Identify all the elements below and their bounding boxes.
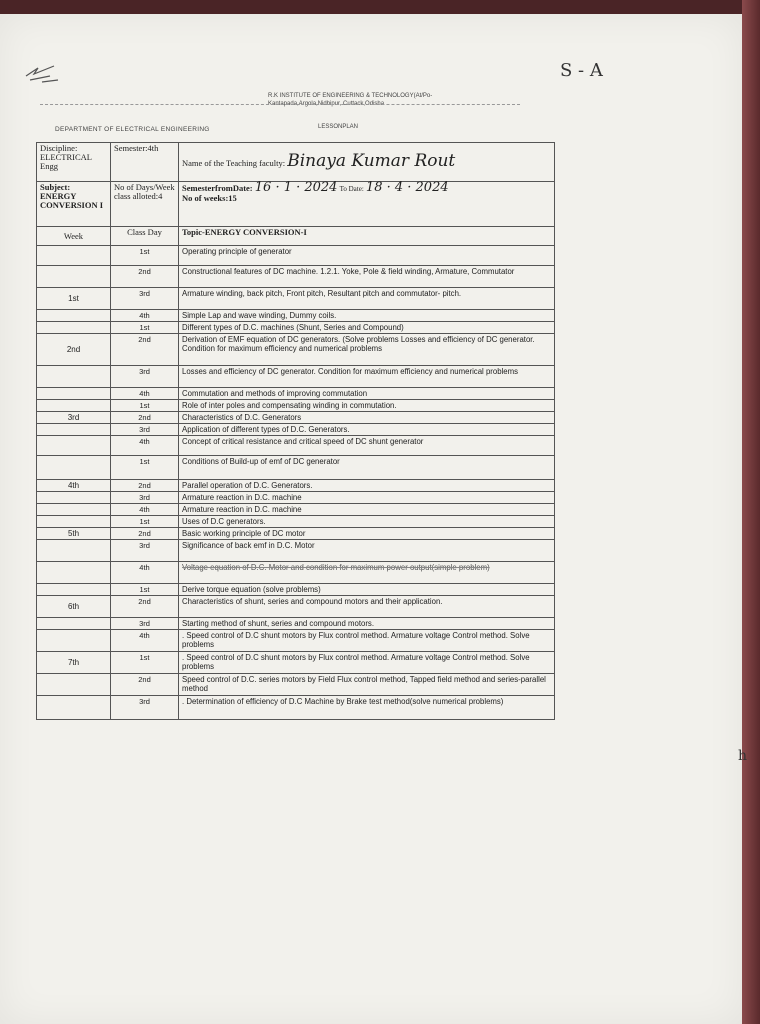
topic-cell: Speed control of D.C. series motors by Field Flux control method, Tapped field method and series-parallel method: [179, 674, 555, 696]
class-day-cell: 3rd: [111, 618, 179, 630]
topic-cell: . Determination of efficiency of D.C Machine by Brake test method(solve numerical problems): [179, 696, 555, 720]
week-cell: [37, 630, 111, 652]
table-row: [37, 400, 555, 412]
week-cell: [37, 562, 111, 584]
topic-header: Topic-ENERGY CONVERSION-I: [179, 227, 555, 246]
to-date-label: To Date:: [339, 185, 364, 193]
table-row: [37, 310, 555, 322]
class-day-cell: 4th: [111, 562, 179, 584]
class-day-cell: 3rd: [111, 696, 179, 720]
week-cell: [37, 400, 111, 412]
table-row: [37, 436, 555, 456]
week-cell: [37, 674, 111, 696]
table-row: [37, 504, 555, 516]
table-row: [37, 322, 555, 334]
class-day-cell: 2nd: [111, 480, 179, 492]
table-row: [37, 562, 555, 584]
class-day-cell: 3rd: [111, 424, 179, 436]
week-cell: [37, 246, 111, 266]
week-cell: [37, 516, 111, 528]
topic-cell: Parallel operation of D.C. Generators.: [179, 480, 555, 492]
table-row: [37, 412, 555, 424]
table-row: [37, 584, 555, 596]
topic-cell: Armature reaction in D.C. machine: [179, 492, 555, 504]
table-row: [37, 528, 555, 540]
week-cell: [37, 456, 111, 480]
table-row: [37, 266, 555, 288]
topic-cell: Losses and efficiency of DC generator. Condition for maximum efficiency and numerical problems: [179, 366, 555, 388]
topic-cell: . Speed control of D.C shunt motors by Flux control method. Armature voltage Control method. Solve problems: [179, 652, 555, 674]
table-row: [37, 652, 555, 674]
topic-cell: Application of different types of D.C. Generators.: [179, 424, 555, 436]
topic-cell: Starting method of shunt, series and compound motors.: [179, 618, 555, 630]
topic-cell: Conditions of Build-up of emf of DC generator: [179, 456, 555, 480]
discipline-cell: [37, 143, 111, 182]
table-header-row: [37, 227, 555, 246]
plan-rows: [37, 246, 555, 720]
week-cell: 5th: [37, 528, 111, 540]
table-row: [37, 492, 555, 504]
semester-cell: [111, 143, 179, 182]
faculty-name: Binaya Kumar Rout: [287, 150, 456, 171]
table-row: [37, 246, 555, 266]
institute-name: R.K INSTITUTE OF ENGINEERING & TECHNOLOGY(At/Po-Kantapada,Argola,Nidhipur, Cuttack,Odisha: [268, 93, 433, 107]
week-cell: [37, 366, 111, 388]
topic-cell: Characteristics of shunt, series and compound motors and their application.: [179, 596, 555, 618]
doc-type: LESSONPLAN: [318, 124, 359, 130]
subject-label: Subject: ENERGY CONVERSION I: [40, 182, 104, 210]
topic-cell: Armature winding, back pitch, Front pitch, Resultant pitch and commutator- pitch.: [179, 288, 555, 310]
dates-cell: [179, 182, 555, 227]
table-row: [37, 388, 555, 400]
signature-scribble: [24, 62, 64, 86]
topic-cell: Significance of back emf in D.C. Motor: [179, 540, 555, 562]
page-code: S - A: [560, 60, 603, 81]
class-day-cell: 1st: [111, 322, 179, 334]
discipline-label: Discipline: ELECTRICAL Engg: [40, 143, 92, 171]
class-day-cell: 3rd: [111, 540, 179, 562]
week-cell: [37, 492, 111, 504]
class-day-cell: 4th: [111, 504, 179, 516]
class-day-cell: 4th: [111, 436, 179, 456]
class-day-cell: 1st: [111, 456, 179, 480]
class-day-cell: 4th: [111, 630, 179, 652]
lesson-plan-table: [36, 142, 555, 720]
class-day-cell: 4th: [111, 388, 179, 400]
topic-cell: Uses of D.C generators.: [179, 516, 555, 528]
table-row: [37, 540, 555, 562]
table-row: [37, 674, 555, 696]
week-cell: [37, 322, 111, 334]
week-cell: 3rd: [37, 412, 111, 424]
topic-cell: Derivation of EMF equation of DC generators. (Solve problems Losses and efficiency of DC generator. Condition for maximum efficiency and numerical problems: [179, 334, 555, 366]
week-cell: [37, 504, 111, 516]
topic-cell: Role of inter poles and compensating winding in commutation.: [179, 400, 555, 412]
class-day-cell: 2nd: [111, 334, 179, 366]
class-day-cell: 2nd: [111, 596, 179, 618]
topic-cell: Commutation and methods of improving commutation: [179, 388, 555, 400]
week-cell: 6th: [37, 596, 111, 618]
topic-cell: Basic working principle of DC motor: [179, 528, 555, 540]
table-row: [37, 516, 555, 528]
week-cell: 2nd: [37, 334, 111, 366]
faculty-label: Name of the Teaching faculty:: [182, 157, 286, 168]
topic-cell: Characteristics of D.C. Generators: [179, 412, 555, 424]
class-day-cell: 1st: [111, 246, 179, 266]
week-cell: [37, 436, 111, 456]
info-row-1: [37, 143, 555, 182]
class-day-cell: 1st: [111, 584, 179, 596]
class-day-cell: 4th: [111, 310, 179, 322]
topic-cell: Concept of critical resistance and critical speed of DC shunt generator: [179, 436, 555, 456]
class-day-cell: 3rd: [111, 366, 179, 388]
week-cell: [37, 696, 111, 720]
week-cell: [37, 310, 111, 322]
days-label: No of Days/Week class alloted:4: [114, 182, 175, 201]
class-day-cell: 3rd: [111, 288, 179, 310]
week-header: Week: [37, 227, 111, 246]
topic-cell: Armature reaction in D.C. machine: [179, 504, 555, 516]
info-row-2: [37, 182, 555, 227]
table-row: [37, 480, 555, 492]
class-day-cell: 1st: [111, 652, 179, 674]
topic-cell: Derive torque equation (solve problems): [179, 584, 555, 596]
topic-cell: Constructional features of DC machine. 1.2.1. Yoke, Pole & field winding, Armature, Commutator: [179, 266, 555, 288]
faculty-cell: [179, 143, 555, 182]
week-cell: [37, 388, 111, 400]
class-day-cell: 1st: [111, 516, 179, 528]
topic-cell: . Speed control of D.C shunt motors by Flux control method. Armature voltage Control method. Solve problems: [179, 630, 555, 652]
table-row: [37, 456, 555, 480]
week-cell: 7th: [37, 652, 111, 674]
background-edge: [742, 0, 760, 1024]
semester-label: Semester:4th: [114, 143, 159, 153]
class-day-cell: 2nd: [111, 412, 179, 424]
table-row: [37, 630, 555, 652]
class-day-cell: 2nd: [111, 528, 179, 540]
table-row: [37, 696, 555, 720]
week-cell: [37, 584, 111, 596]
class-day-cell: 3rd: [111, 492, 179, 504]
week-cell: [37, 266, 111, 288]
week-cell: 1st: [37, 288, 111, 310]
to-date: 18 · 4 · 2024: [365, 180, 449, 195]
edge-mark: h: [738, 748, 748, 764]
days-cell: [111, 182, 179, 227]
class-day-cell: 1st: [111, 400, 179, 412]
week-cell: [37, 540, 111, 562]
table-row: [37, 334, 555, 366]
table-row: [37, 288, 555, 310]
subject-cell: [37, 182, 111, 227]
from-date: 16 · 1 · 2024: [254, 180, 338, 195]
department-name: DEPARTMENT OF ELECTRICAL ENGINEERING: [55, 126, 210, 133]
table-row: [37, 424, 555, 436]
week-cell: [37, 424, 111, 436]
week-cell: 4th: [37, 480, 111, 492]
table-row: [37, 366, 555, 388]
topic-cell: Operating principle of generator: [179, 246, 555, 266]
table-row: [37, 596, 555, 618]
class-day-cell: 2nd: [111, 266, 179, 288]
divider-line: [40, 104, 520, 105]
weeks-label: No of weeks:15: [182, 193, 237, 203]
topic-cell: Voltage equation of D.C. Motor and condition for maximum power output(simple problem): [179, 562, 555, 584]
table-row: [37, 618, 555, 630]
class-day-cell: 2nd: [111, 674, 179, 696]
topic-cell: Different types of D.C. machines (Shunt, Series and Compound): [179, 322, 555, 334]
class-day-header: Class Day: [111, 227, 179, 246]
week-cell: [37, 618, 111, 630]
topic-cell: Simple Lap and wave winding, Dummy coils.: [179, 310, 555, 322]
semester-from-label: SemesterfromDate:: [182, 183, 253, 193]
